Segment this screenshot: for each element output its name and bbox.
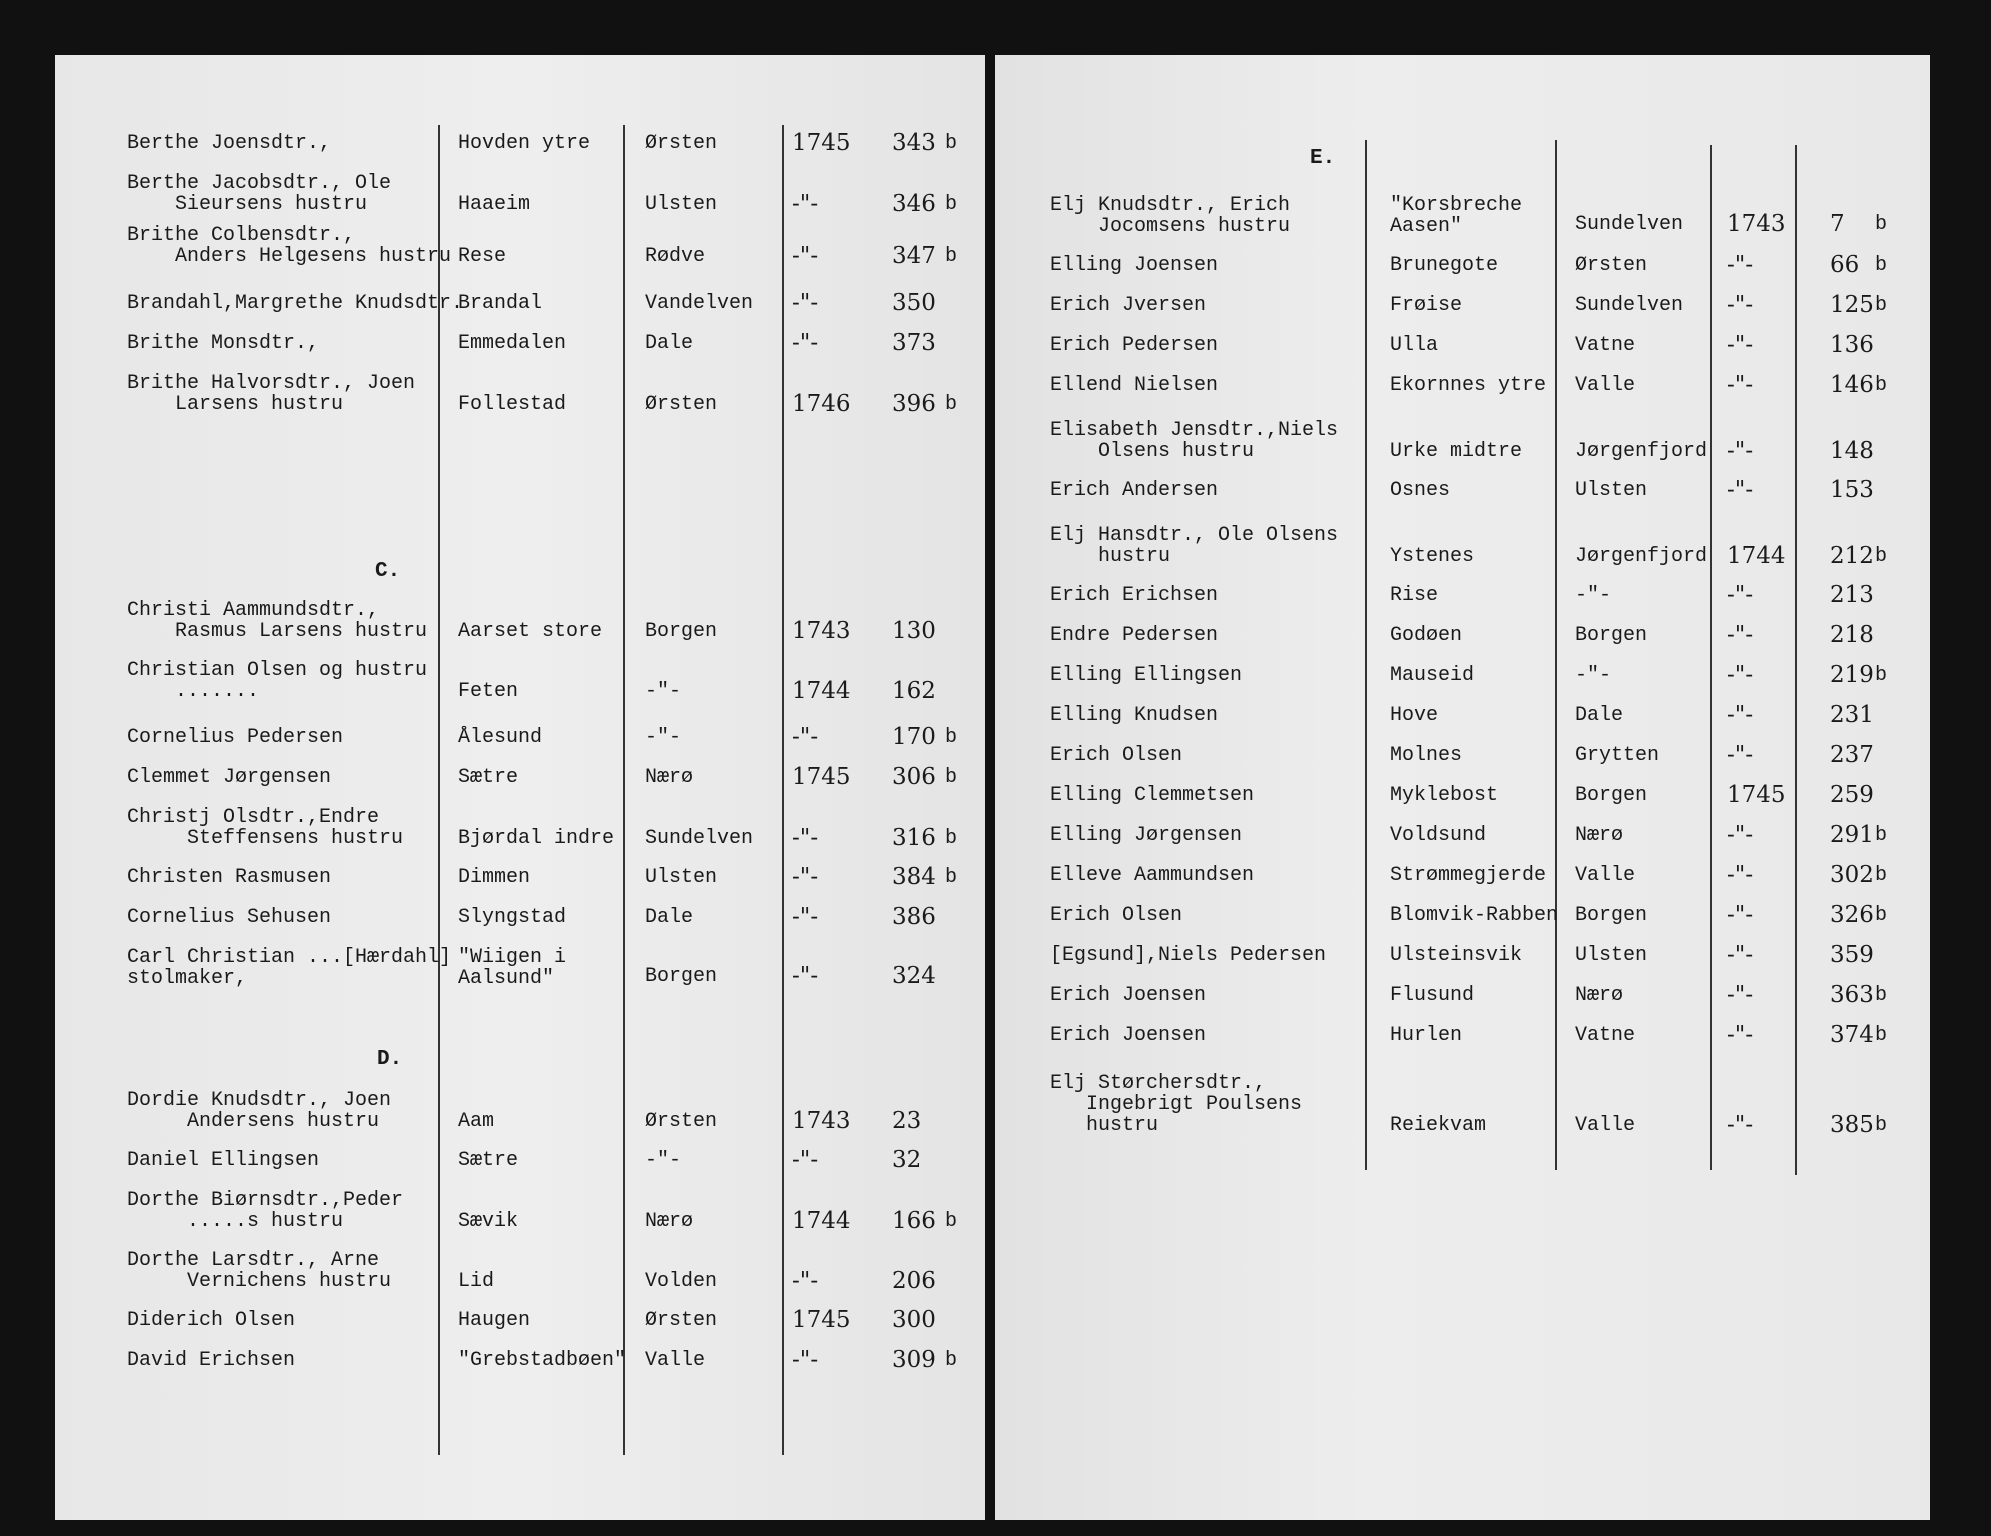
- entry-num: 350: [892, 290, 936, 316]
- entry-year: -"-: [792, 243, 819, 269]
- column-divider: [438, 125, 440, 1455]
- entry-name: Elling Joensen: [1050, 254, 1219, 277]
- entry-name: Diderich Olsen: [127, 1309, 296, 1332]
- entry-year: -"-: [1727, 902, 1754, 928]
- entry-num: 306: [892, 764, 936, 790]
- entry-farm: Urke midtre: [1390, 440, 1523, 463]
- entry-year: -"-: [1727, 862, 1754, 888]
- entry-num: 300: [892, 1307, 936, 1333]
- entry-parish: Borgen: [645, 965, 718, 988]
- entry-year: -"-: [792, 825, 819, 851]
- entry-parish: Jørgenfjord: [1575, 545, 1708, 568]
- entry-num: 346: [892, 191, 936, 217]
- entry-parish: Nærø: [1575, 984, 1624, 1007]
- entry-mark: b: [1875, 294, 1888, 317]
- section-header-c: C.: [375, 560, 401, 583]
- entry-mark: b: [945, 193, 958, 216]
- right-page: [995, 55, 1930, 1520]
- entry-parish: Valle: [645, 1349, 706, 1372]
- entry-num: 218: [1830, 622, 1874, 648]
- entry-num: 316: [892, 825, 936, 851]
- entry-mark: b: [945, 766, 958, 789]
- entry-parish: Ørsten: [645, 1309, 718, 1332]
- entry-name: Christen Rasmusen: [127, 866, 332, 889]
- entry-farm: Myklebost: [1390, 784, 1499, 807]
- entry-name: Daniel Ellingsen: [127, 1149, 320, 1172]
- entry-name: Berthe Joensdtr.,: [127, 132, 332, 155]
- entry-mark: b: [945, 132, 958, 155]
- entry-num: 136: [1830, 332, 1874, 358]
- entry-name: Cornelius Pedersen: [127, 726, 344, 749]
- entry-parish: Borgen: [1575, 904, 1648, 927]
- entry-farm: Rese: [458, 245, 507, 268]
- entry-year: -"-: [1727, 982, 1754, 1008]
- entry-parish: Ulsten: [1575, 479, 1648, 502]
- entry-year: -"-: [792, 191, 819, 217]
- entry-num: 166: [892, 1208, 936, 1234]
- entry-name: Dorthe Biørnsdtr.,Peder .....s hustru: [127, 1189, 404, 1233]
- entry-name: Erich Erichsen: [1050, 584, 1219, 607]
- entry-farm: Haugen: [458, 1309, 531, 1332]
- entry-year: -"-: [1727, 622, 1754, 648]
- entry-farm: Follestad: [458, 393, 567, 416]
- entry-num: 373: [892, 330, 936, 356]
- entry-name: Erich Pedersen: [1050, 334, 1219, 357]
- entry-farm: Godøen: [1390, 624, 1463, 647]
- entry-mark: b: [1875, 213, 1888, 236]
- entry-farm: Aarset store: [458, 620, 603, 643]
- entry-name: Endre Pedersen: [1050, 624, 1219, 647]
- entry-farm: Ulsteinsvik: [1390, 944, 1523, 967]
- entry-num: 153: [1830, 477, 1874, 503]
- entry-name: Brithe Monsdtr.,: [127, 332, 320, 355]
- entry-parish: Vatne: [1575, 334, 1636, 357]
- entry-mark: b: [1875, 1114, 1888, 1137]
- entry-parish: Valle: [1575, 374, 1636, 397]
- entry-year: -"-: [792, 904, 819, 930]
- entry-year: -"-: [1727, 822, 1754, 848]
- entry-parish: Borgen: [1575, 784, 1648, 807]
- entry-year: -"-: [792, 963, 819, 989]
- entry-num: 219: [1830, 662, 1874, 688]
- entry-farm: Ulla: [1390, 334, 1439, 357]
- entry-num: 384: [892, 864, 936, 890]
- entry-num: 309: [892, 1347, 936, 1373]
- entry-num: 259: [1830, 782, 1874, 808]
- entry-name: Brandahl,Margrethe Knudsdtr.: [127, 292, 464, 315]
- entry-farm: Sævik: [458, 1210, 519, 1233]
- entry-parish: Vatne: [1575, 1024, 1636, 1047]
- entry-mark: b: [1875, 824, 1888, 847]
- entry-parish: Dale: [1575, 704, 1624, 727]
- entry-mark: b: [945, 245, 958, 268]
- entry-name: Erich Olsen: [1050, 744, 1183, 767]
- entry-year: -"-: [1727, 662, 1754, 688]
- entry-name: Christi Aammundsdtr., Rasmus Larsens hustru: [127, 599, 428, 643]
- entry-parish: Dale: [645, 906, 694, 929]
- entry-parish: Valle: [1575, 1114, 1636, 1137]
- entry-num: 343: [892, 130, 936, 156]
- entry-parish: Ørsten: [645, 132, 718, 155]
- entry-farm: "Grebstadbøen": [458, 1349, 627, 1372]
- entry-farm: "Wiigen i Aalsund": [458, 946, 567, 990]
- entry-year: -"-: [792, 1268, 819, 1294]
- entry-mark: b: [945, 1210, 958, 1233]
- column-divider: [1555, 140, 1557, 1170]
- entry-parish: Ørsten: [1575, 254, 1648, 277]
- entry-farm: Hove: [1390, 704, 1439, 727]
- entry-name: Elling Clemmetsen: [1050, 784, 1255, 807]
- entry-parish: Sundelven: [1575, 213, 1684, 236]
- entry-farm: Mauseid: [1390, 664, 1475, 687]
- entry-name: Elj Hansdtr., Ole Olsens hustru: [1050, 524, 1339, 568]
- entry-parish: Sundelven: [1575, 294, 1684, 317]
- entry-name: Christian Olsen og hustru .......: [127, 659, 428, 703]
- entry-mark: b: [945, 827, 958, 850]
- entry-mark: b: [945, 726, 958, 749]
- section-header-e: E.: [1310, 147, 1336, 170]
- entry-name: Berthe Jacobsdtr., Ole Sieursens hustru: [127, 172, 392, 216]
- entry-parish: Valle: [1575, 864, 1636, 887]
- entry-name: Elling Jørgensen: [1050, 824, 1243, 847]
- entry-name: Elling Ellingsen: [1050, 664, 1243, 687]
- entry-year: -"-: [1727, 742, 1754, 768]
- entry-farm: Reiekvam: [1390, 1114, 1487, 1137]
- entry-year: -"-: [1727, 438, 1754, 464]
- entry-year: 1745: [1727, 782, 1786, 808]
- entry-name: Elj Størchersdtr., Ingebrigt Poulsens hustru: [1050, 1072, 1303, 1137]
- entry-num: 148: [1830, 438, 1874, 464]
- entry-num: 302: [1830, 862, 1874, 888]
- entry-year: -"-: [792, 1347, 819, 1373]
- entry-parish: Jørgenfjord: [1575, 440, 1708, 463]
- column-divider: [1710, 145, 1712, 1170]
- entry-year: -"-: [792, 1147, 819, 1173]
- entry-mark: b: [945, 393, 958, 416]
- entry-num: 66: [1830, 252, 1860, 278]
- entry-year: -"-: [1727, 702, 1754, 728]
- entry-year: -"-: [792, 724, 819, 750]
- entry-num: 326: [1830, 902, 1874, 928]
- entry-name: Erich Olsen: [1050, 904, 1183, 927]
- entry-year: 1745: [792, 764, 851, 790]
- entry-name: Carl Christian ...[Hærdahl] stolmaker,: [127, 946, 452, 990]
- entry-mark: b: [1875, 374, 1888, 397]
- entry-mark: b: [1875, 984, 1888, 1007]
- entry-num: 7: [1830, 211, 1845, 237]
- entry-parish: Sundelven: [645, 827, 754, 850]
- column-divider: [1795, 145, 1797, 1175]
- entry-parish: -"-: [1575, 664, 1612, 687]
- entry-farm: Frøise: [1390, 294, 1463, 317]
- entry-parish: Ulsten: [645, 193, 718, 216]
- entry-farm: Ålesund: [458, 726, 543, 749]
- entry-parish: Grytten: [1575, 744, 1660, 767]
- section-header-d: D.: [377, 1048, 403, 1071]
- entry-num: 125: [1830, 292, 1874, 318]
- entry-mark: b: [1875, 664, 1888, 687]
- entry-farm: Brandal: [458, 292, 543, 315]
- entry-farm: Ystenes: [1390, 545, 1475, 568]
- entry-name: Brithe Colbensdtr., Anders Helgesens hustru: [127, 224, 452, 268]
- entry-parish: Nærø: [645, 766, 694, 789]
- entry-num: 231: [1830, 702, 1874, 728]
- entry-farm: Flusund: [1390, 984, 1475, 1007]
- entry-name: Elj Knudsdtr., Erich Jocomsens hustru: [1050, 194, 1291, 238]
- entry-mark: b: [945, 866, 958, 889]
- entry-name: Dordie Knudsdtr., Joen Andersens hustru: [127, 1089, 392, 1133]
- entry-farm: Voldsund: [1390, 824, 1487, 847]
- entry-year: -"-: [1727, 252, 1754, 278]
- entry-farm: Haaeim: [458, 193, 531, 216]
- entry-num: 32: [892, 1147, 922, 1173]
- entry-num: 385: [1830, 1112, 1874, 1138]
- entry-farm: Brunegote: [1390, 254, 1499, 277]
- entry-num: 386: [892, 904, 936, 930]
- entry-parish: -"-: [645, 1149, 682, 1172]
- entry-name: Ellend Nielsen: [1050, 374, 1219, 397]
- entry-year: 1743: [792, 618, 851, 644]
- entry-num: 396: [892, 391, 936, 417]
- entry-num: 213: [1830, 582, 1874, 608]
- entry-num: 23: [892, 1108, 922, 1134]
- entry-year: -"-: [792, 864, 819, 890]
- entry-year: -"-: [792, 330, 819, 356]
- entry-num: 347: [892, 243, 936, 269]
- entry-year: 1743: [1727, 211, 1786, 237]
- entry-name: [Egsund],Niels Pedersen: [1050, 944, 1327, 967]
- entry-mark: b: [1875, 904, 1888, 927]
- entry-farm: Sætre: [458, 766, 519, 789]
- left-page: [55, 55, 985, 1520]
- entry-parish: Ørsten: [645, 393, 718, 416]
- entry-farm: Ekornnes ytre: [1390, 374, 1547, 397]
- entry-farm: Bjørdal indre: [458, 827, 615, 850]
- entry-year: 1746: [792, 391, 851, 417]
- entry-farm: Rise: [1390, 584, 1439, 607]
- entry-year: -"-: [1727, 942, 1754, 968]
- entry-year: 1744: [1727, 543, 1786, 569]
- entry-num: 206: [892, 1268, 936, 1294]
- entry-name: Elling Knudsen: [1050, 704, 1219, 727]
- entry-mark: b: [1875, 1024, 1888, 1047]
- entry-parish: Vandelven: [645, 292, 754, 315]
- entry-parish: -"-: [645, 726, 682, 749]
- entry-farm: Molnes: [1390, 744, 1463, 767]
- entry-name: Erich Joensen: [1050, 1024, 1207, 1047]
- entry-year: 1743: [792, 1108, 851, 1134]
- entry-name: Erich Joensen: [1050, 984, 1207, 1007]
- entry-num: 291: [1830, 822, 1874, 848]
- entry-farm: Sætre: [458, 1149, 519, 1172]
- entry-name: Christj Olsdtr.,Endre Steffensens hustru: [127, 806, 404, 850]
- entry-num: 359: [1830, 942, 1874, 968]
- entry-num: 146: [1830, 372, 1874, 398]
- entry-parish: Nærø: [1575, 824, 1624, 847]
- entry-parish: Dale: [645, 332, 694, 355]
- entry-year: -"-: [1727, 292, 1754, 318]
- entry-farm: Aam: [458, 1110, 495, 1133]
- entry-year: 1745: [792, 1307, 851, 1333]
- entry-year: 1744: [792, 678, 851, 704]
- entry-num: 170: [892, 724, 936, 750]
- entry-num: 324: [892, 963, 936, 989]
- entry-farm: Emmedalen: [458, 332, 567, 355]
- entry-farm: Osnes: [1390, 479, 1451, 502]
- entry-year: -"-: [1727, 372, 1754, 398]
- entry-mark: b: [945, 1349, 958, 1372]
- entry-parish: -"-: [1575, 584, 1612, 607]
- entry-parish: Ørsten: [645, 1110, 718, 1133]
- entry-parish: Ulsten: [1575, 944, 1648, 967]
- entry-year: -"-: [792, 290, 819, 316]
- entry-parish: Ulsten: [645, 866, 718, 889]
- entry-num: 162: [892, 678, 936, 704]
- entry-farm: Dimmen: [458, 866, 531, 889]
- column-divider: [782, 125, 784, 1455]
- entry-parish: Nærø: [645, 1210, 694, 1233]
- entry-parish: Borgen: [1575, 624, 1648, 647]
- entry-farm: Hurlen: [1390, 1024, 1463, 1047]
- entry-num: 374: [1830, 1022, 1874, 1048]
- entry-name: Clemmet Jørgensen: [127, 766, 332, 789]
- entry-num: 237: [1830, 742, 1874, 768]
- entry-name: Brithe Halvorsdtr., Joen Larsens hustru: [127, 372, 416, 416]
- entry-parish: Volden: [645, 1270, 718, 1293]
- entry-farm: Hovden ytre: [458, 132, 591, 155]
- entry-mark: b: [1875, 545, 1888, 568]
- entry-mark: b: [1875, 254, 1888, 277]
- entry-year: -"-: [1727, 1022, 1754, 1048]
- entry-year: 1744: [792, 1208, 851, 1234]
- entry-num: 363: [1830, 982, 1874, 1008]
- entry-farm: Feten: [458, 680, 519, 703]
- entry-parish: Rødve: [645, 245, 706, 268]
- entry-mark: b: [1875, 864, 1888, 887]
- entry-year: 1745: [792, 130, 851, 156]
- column-divider: [1365, 140, 1367, 1170]
- entry-name: Dorthe Larsdtr., Arne Vernichens hustru: [127, 1249, 392, 1293]
- column-divider: [623, 125, 625, 1455]
- entry-year: -"-: [1727, 1112, 1754, 1138]
- entry-name: Elleve Aammundsen: [1050, 864, 1255, 887]
- entry-year: -"-: [1727, 332, 1754, 358]
- entry-year: -"-: [1727, 477, 1754, 503]
- entry-farm: Lid: [458, 1270, 495, 1293]
- entry-parish: -"-: [645, 680, 682, 703]
- entry-num: 212: [1830, 543, 1874, 569]
- entry-parish: Borgen: [645, 620, 718, 643]
- entry-farm: Slyngstad: [458, 906, 567, 929]
- entry-num: 130: [892, 618, 936, 644]
- entry-farm: Blomvik-Rabben: [1390, 904, 1559, 927]
- entry-name: Elisabeth Jensdtr.,Niels Olsens hustru: [1050, 419, 1339, 463]
- entry-name: Cornelius Sehusen: [127, 906, 332, 929]
- entry-name: Erich Andersen: [1050, 479, 1219, 502]
- entry-farm: "Korsbreche Aasen": [1390, 194, 1523, 238]
- entry-farm: Strømmegjerde: [1390, 864, 1547, 887]
- entry-name: David Erichsen: [127, 1349, 296, 1372]
- entry-name: Erich Jversen: [1050, 294, 1207, 317]
- entry-year: -"-: [1727, 582, 1754, 608]
